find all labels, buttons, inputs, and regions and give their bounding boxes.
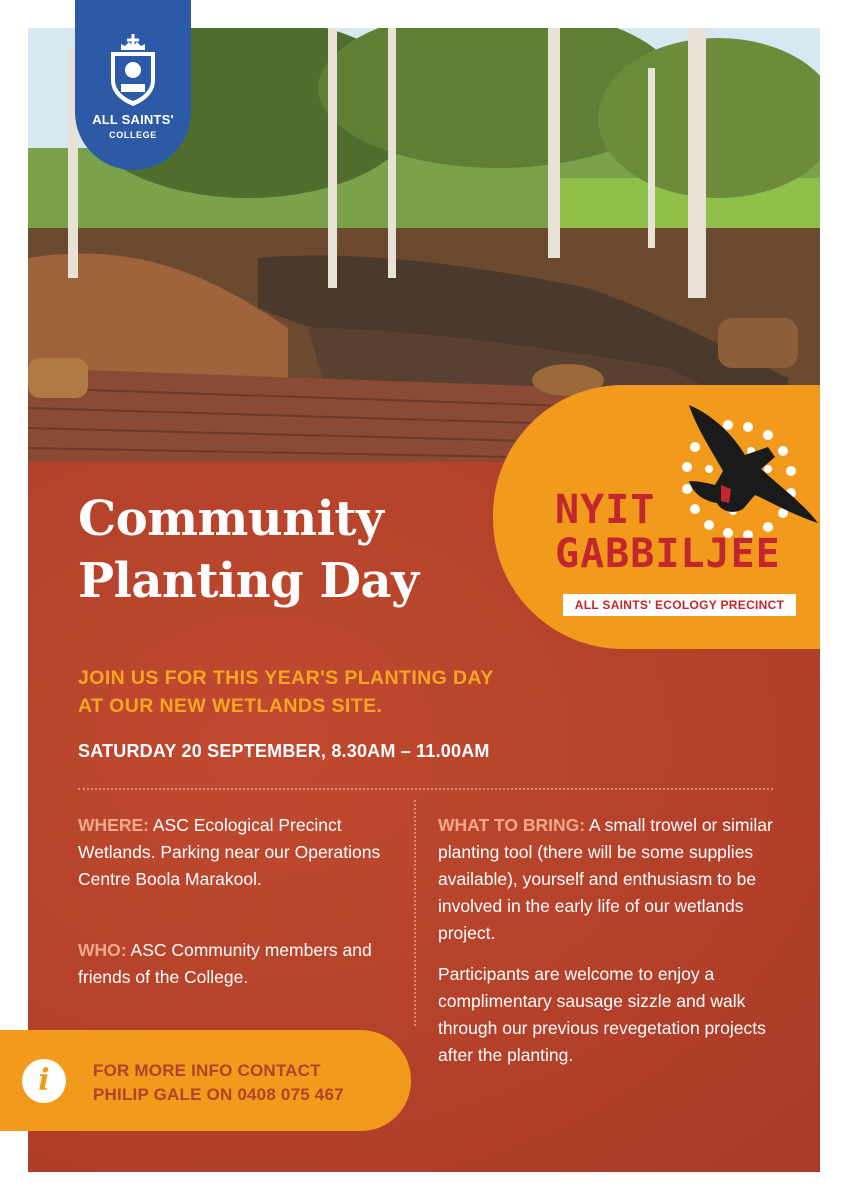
intro-line-1: JOIN US FOR THIS YEAR'S PLANTING DAY bbox=[78, 667, 494, 689]
info-line-1: FOR MORE INFO CONTACT bbox=[93, 1061, 321, 1080]
badge-ribbon: ALL SAINTS' ECOLOGY PRECINCT bbox=[563, 594, 796, 616]
what-to-bring-label: WHAT TO BRING: bbox=[438, 815, 586, 835]
crest-college-subtitle: COLLEGE bbox=[109, 130, 157, 140]
title-line-2: Planting Day bbox=[78, 553, 419, 609]
sausage-sizzle-text: Participants are welcome to enjoy a complimentary sausage sizzle and walk through our previous revegetation projects after the planting. bbox=[438, 964, 766, 1065]
badge-title bbox=[555, 488, 805, 576]
what-to-bring-text: A small trowel or similar planting tool (there will be some supplies available), yourself and enthusiasm to be involved in the early life of our wetlands project. bbox=[438, 815, 773, 943]
intro-line-2: AT OUR NEW WETLANDS SITE. bbox=[78, 695, 383, 717]
where-section bbox=[78, 812, 398, 893]
who-text: ASC Community members and friends of the College. bbox=[78, 940, 372, 987]
college-crest bbox=[75, 0, 191, 170]
badge-title-line-2: GABBILJEE bbox=[555, 531, 781, 577]
crest-college-name: ALL SAINTS' bbox=[92, 112, 174, 127]
crest-shield-icon bbox=[75, 0, 191, 110]
title-line-1: Community bbox=[78, 491, 384, 547]
dotted-divider-vertical bbox=[414, 800, 416, 1026]
who-section bbox=[78, 937, 408, 991]
event-date: SATURDAY 20 SEPTEMBER, 8.30AM – 11.00AM bbox=[78, 741, 490, 761]
page-title bbox=[78, 488, 498, 612]
where-text: ASC Ecological Precinct Wetlands. Parking near our Operations Centre Boola Marakool. bbox=[78, 815, 381, 889]
what-to-bring-section bbox=[438, 812, 798, 947]
badge-title-line-1: NYIT bbox=[555, 487, 656, 533]
info-icon: i bbox=[22, 1059, 66, 1103]
who-label: WHO: bbox=[78, 940, 127, 960]
intro-heading bbox=[78, 664, 618, 720]
info-contact-text bbox=[93, 1059, 393, 1107]
info-line-2: PHILIP GALE ON 0408 075 467 bbox=[93, 1085, 344, 1104]
dotted-divider-horizontal bbox=[78, 788, 773, 790]
where-label: WHERE: bbox=[78, 815, 149, 835]
